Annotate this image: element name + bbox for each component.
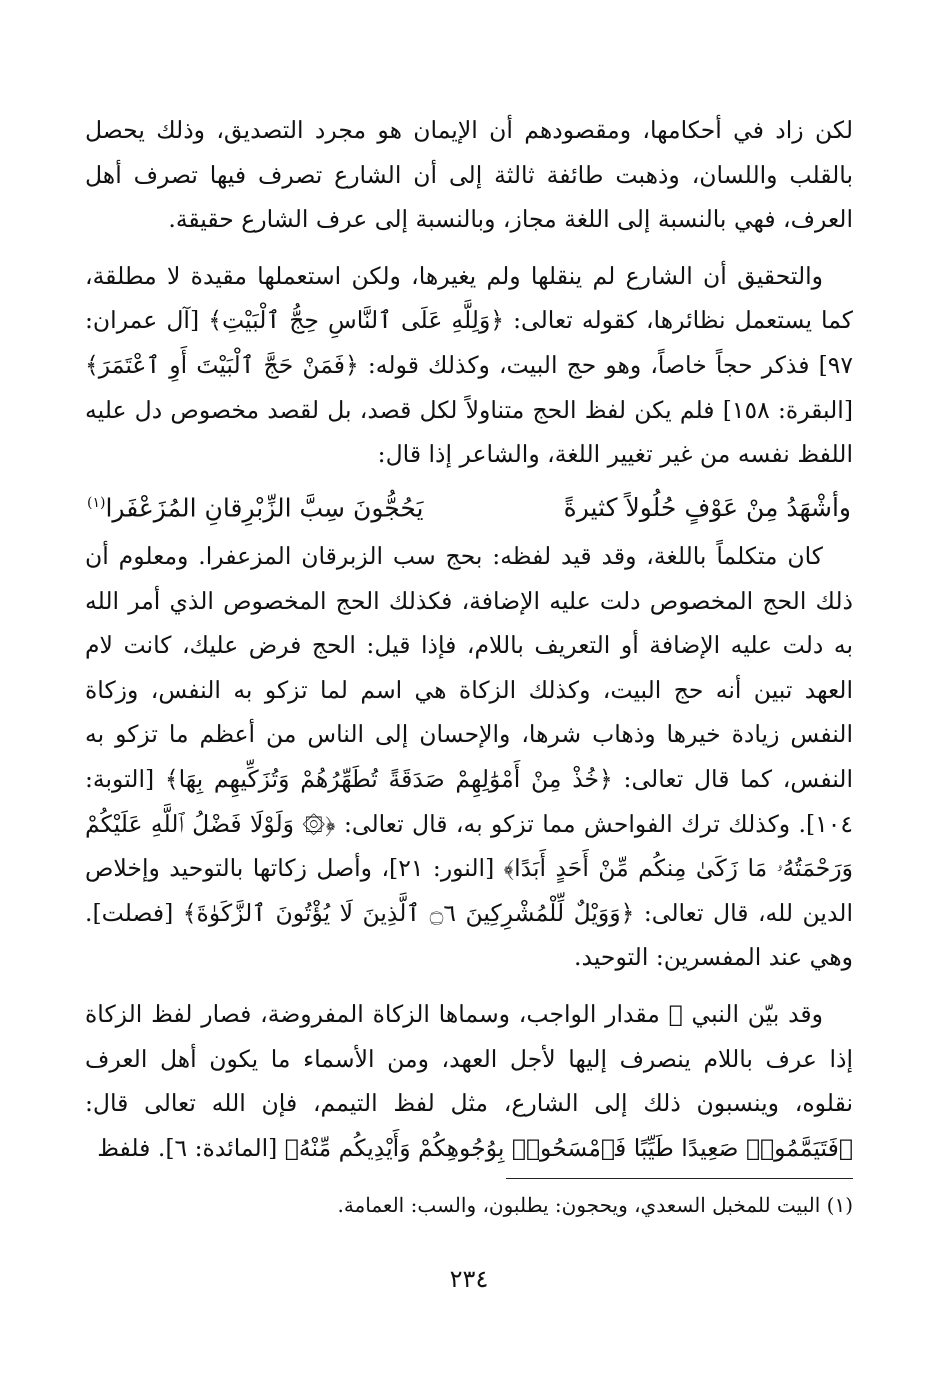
verse-second-hemistich-text: يَحُجُّونَ سِبَّ الزِّبْرِقانِ المُزَعْفَرا: [105, 493, 424, 523]
paragraph-4: وقد بيّن النبي ﷺ مقدار الواجب، وسماها الزكاة المفروضة، فصار لفظ الزكاة إذا عرف باللام ينصرف إليها لأجل العهد، ومن الأسماء ما يكون أهل العرف نقلوه، وينسبون ذلك إلى الشارع، مثل لفظ التيمم، فإن الله تعالى قال: ﴿فَتَيَمَّمُوا۟ صَعِيدًا طَيِّبًا فَٱمْسَحُوا۟ بِوُجُوهِكُمْ وَأَيْدِيكُم مِّنْهُ﴾ [المائدة: ٦]. فلفظ: [85, 1000, 853, 1162]
paragraph-1: لكن زاد في أحكامها، ومقصودهم أن الإيمان هو مجرد التصديق، وذلك يحصل بالقلب واللسان، وذهبت طائفة ثالثة إلى أن الشارع تصرف فيها تصرف أهل العرف، فهي بالنسبة إلى اللغة مجاز، وبالنسبة إلى عرف الشارع حقيقة.: [85, 116, 853, 234]
page-body: [85, 108, 853, 1170]
poetry-verse: [85, 479, 853, 532]
footnote-divider: [506, 1178, 853, 1179]
paragraph-3: كان متكلماً باللغة، وقد قيد لفظه: بحج سب الزبرقان المزعفرا. ومعلوم أن ذلك الحج المخصوص دلت عليه الإضافة، فكذلك الحج المخصوص الذي أمر الله به دلت عليه الإضافة أو التعريف باللام، فإذا قيل: الحج فرض عليك، كانت لام العهد تبين أنه حج البيت، وكذلك الزكاة هي اسم لما تزكو به النفس، وزكاة النفس زيادة خيرها وذهاب شرها، والإحسان إلى الناس من أعظم ما تزكو به النفس، كما قال تعالى: ﴿خُذْ مِنْ أَمْوَٰلِهِمْ صَدَقَةً تُطَهِّرُهُمْ وَتُزَكِّيهِم بِهَا﴾ [التوبة: ١٠٤]. وكذلك ترك الفواحش مما تزكو به، قال تعالى: ﴿۞ وَلَوْلَا فَضْلُ ٱللَّهِ عَلَيْكُمْ وَرَحْمَتُهُۥ مَا زَكَىٰ مِنكُم مِّنْ أَحَدٍ أَبَدًا﴾ [النور: ٢١]، وأصل زكاتها بالتوحيد وإخلاص الدين لله، قال تعالى: ﴿وَوَيْلٌ لِّلْمُشْرِكِينَ ۝٦ ٱلَّذِينَ لَا يُؤْتُونَ ٱلزَّكَوٰةَ﴾ [فصلت]. وهي عند المفسرين: التوحيد.: [85, 542, 854, 972]
footnote-marker: (١): [87, 494, 106, 511]
footnote: (١) البيت للمخبل السعدي، ويحجون: يطلبون، والسب: العمامة.: [337, 1193, 853, 1217]
page-number: ٢٣٤: [449, 1265, 489, 1293]
paragraph-2: والتحقيق أن الشارع لم ينقلها ولم يغيرها، ولكن استعملها مقيدة لا مطلقة، كما يستعمل نظائرها، كقوله تعالى: ﴿وَلِلَّهِ عَلَى ٱلنَّاسِ حِجُّ ٱلْبَيْتِ﴾ [آل عمران: ٩٧] فذكر حجاً خاصاً، وهو حج البيت، وكذلك قوله: ﴿فَمَنْ حَجَّ ٱلْبَيْتَ أَوِ ٱعْتَمَرَ﴾ [البقرة: ١٥٨] فلم يكن لفظ الحج متناولاً لكل قصد، بل لقصد مخصوص دل عليه اللفظ نفسه من غير تغيير اللغة، والشاعر إذا قال:: [85, 261, 853, 469]
verse-first-hemistich: وأشْهَدُ مِنْ عَوْفٍ حُلُولاً كثيرةً: [563, 493, 851, 523]
verse-second-hemistich: [87, 479, 423, 532]
